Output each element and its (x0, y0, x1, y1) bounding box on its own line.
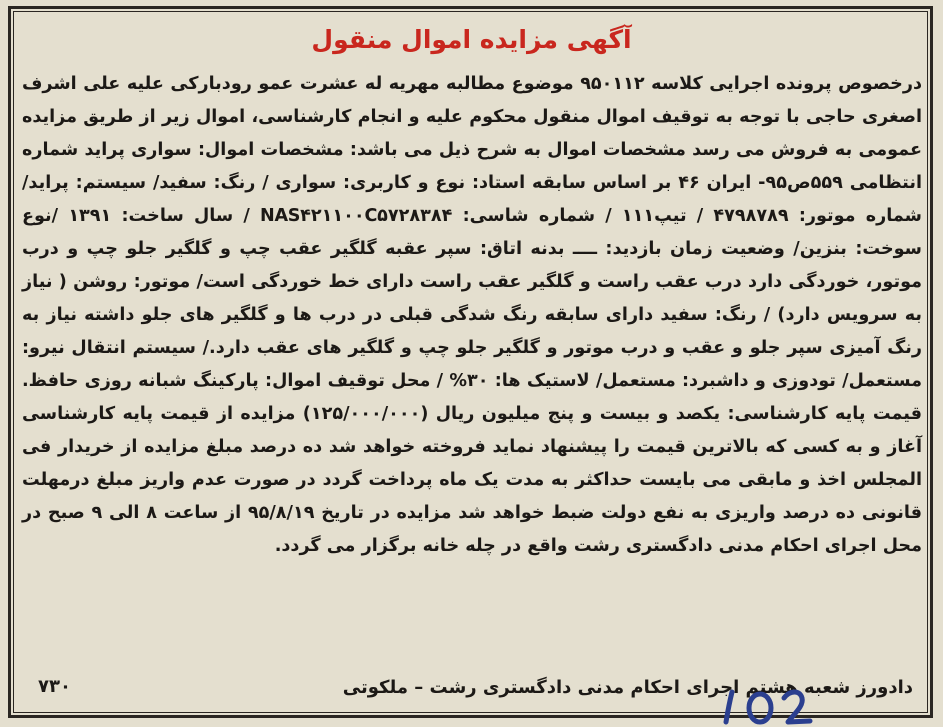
notice-title: آگهی مزایده اموال منقول (311, 25, 632, 54)
ad-code: ۷۳۰ (38, 676, 71, 697)
handwritten-number-mark (718, 688, 818, 727)
notice-body: درخصوص پرونده اجرایی کلاسه ۹۵۰۱۱۲ موضوع مطالبه مهریه له عشرت عمو رودبارکی علیه علی اشرف اصغری حاجی با توجه به توقیف اموال منقول محکوم علیه و انجام کارشناسی، اموال زیر از طریق مزایده عمومی به فروش می رسد مشخصات اموال به شرح ذیل می باشد: مشخصات اموال: سواری پراید شماره انتظامی ۵۵۹ص۹۵- ایران ۴۶ بر اساس سابقه استاد: نوع و کاربری: سواری / رنگ: سفید/ سیستم: پراید/ شماره موتور: ۴۷۹۸۷۸۹ / تیپ۱۱۱ / شماره شاسی: NAS۴۲۱۱۰۰C۵۷۲۸۳۸۴ / سال ساخت: ۱۳۹۱ /نوع سوخت: بنزین/ وضعیت زمان بازدید: ــــ بدنه اتاق: سپر عقبه گلگیر عقب چپ و گلگیر جلو چپ و درب موتور، خوردگی دارد درب عقب راست و گلگیر عقب راست دارای خط خوردگی است/ موتور: روشن ( نیاز به سرویس دارد) / رنگ: سفید دارای سابقه رنگ شدگی قبلی در درب ها و گلگیر های جلو داشته نیاز به رنگ آمیزی سپر جلو و عقب و درب موتور و گلگیر جلو چپ و گلگیر های عقب دارد./ سیستم انتقال نیرو: مستعمل/ تودوزی و داشبرد: مستعمل/ لاستیک ها: ۳۰% / محل توقیف اموال: پارکینگ شبانه روزی حافظ. قیمت پایه کارشناسی: یکصد و بیست و پنج میلیون ریال (۱۲۵/۰۰۰/۰۰۰) مزایده از قیمت پایه کارشناسی آغاز و به کسی که بالاترین قیمت را پیشنهاد نماید فروخته خواهد شد ده درصد مبلغ مزایده از خریدار فی المجلس اخذ و مابقی می بایست حداکثر به مدت یک ماه پرداخت گردد در صورت عدم واریز مبلغ درمهلت قانونی ده درصد واریزی به نفع دولت ضبط خواهد شد مزایده در تاریخ ۹۵/۸/۱۹ از ساعت ۸ الی ۹ صبح در محل اجرای احکام مدنی دادگستری رشت واقع در چله خانه برگزار می گردد. (22, 74, 922, 556)
notice-signature: دادورز شعبه هشتم اجرای احکام مدنی دادگستری رشت – ملکوتی (342, 677, 913, 698)
